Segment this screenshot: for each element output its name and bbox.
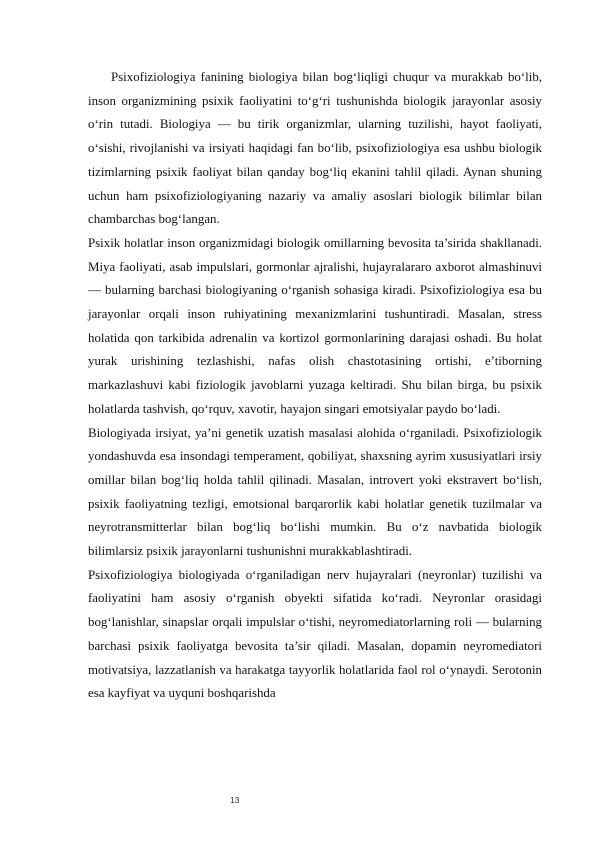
paragraph-3: Biologiyada irsiyat, ya’ni genetik uzatish masalasi alohida o‘rganiladi. Psixofiziologik yondashuvda esa insondagi temperament, qobiliyat, shaxsning ayrim xususiyatlari irsiy omillar bilan bog‘liq holda tahlil qilinadi. Masalan, introvert yoki ekstravert bo‘lish, psixik faoliyatning tezligi, emotsional barqarorlik kabi holatlar genetik tuzilmalar va neyrotransmitterlar bilan bog‘liq bo‘lishi mumkin. Bu o‘z navbatida biologik bilimlarsiz psixik jarayonlarni tushunishni murakkablashtiradi. — [88, 425, 542, 559]
paragraph-2: Psixik holatlar inson organizmidagi biologik omillarning bevosita ta’sirida shakllanadi. Miya faoliyati, asab impulslari, gormonlar ajralishi, hujayralararo axborot almashinuvi — bularning barchasi biologiyaning o‘rganish sohasiga kiradi. Psixofiziologiya esa bu jarayonlar orqali inson ruhiyatining mexanizmlarini tushuntiradi. Masalan, stress holatida qon tarkibida adrenalin va kortizol gormonlarining darajasi oshadi. Bu holat yurak urishining tezlashishi, nafas olish chastotasining ortishi, e’tiborning markazlashuvi kabi fiziologik javoblarni yuzaga keltiradi. Shu bilan birga, bu psixik holatlarda tashvish, qo‘rquv, xavotir, hayajon singari emotsiyalar paydo bo‘ladi. — [88, 235, 542, 416]
document-page — [88, 66, 542, 706]
page-number: 13 — [230, 795, 240, 805]
paragraph-4: Psixofiziologiya biologiyada o‘rganiladigan nerv hujayralari (neyronlar) tuzilishi va faoliyatini ham asosiy o‘rganish obyekti sifatida ko‘radi. Neyronlar orasidagi bog‘lanishlar, sinapslar orqali impulslar o‘tishi, neyromediatorlarning roli — bularning barchasi psixik faoliyatga bevosita ta’sir qiladi. Masalan, dopamin neyromediatori motivatsiya, lazzatlanish va harakatga tayyorlik holatlarida faol rol o‘ynaydi. Serotonin esa kayfiyat va uyquni boshqarishda — [88, 567, 542, 701]
paragraph-1: Psixofiziologiya fanining biologiya bilan bog‘liqligi chuqur va murakkab bo‘lib, inson organizmining psixik faoliyatini to‘g‘ri tushunishda biologik jarayonlar asosiy o‘rin tutadi. Biologiya — bu tirik organizmlar, ularning tuzilishi, hayot faoliyati, o‘sishi, rivojlanishi va irsiyati haqidagi fan bo‘lib, psixofiziologiya esa ushbu biologik tizimlarning psixik faoliyat bilan qanday bog‘liq ekanini tahlil qiladi. Aynan shuning uchun ham psixofiziologiyaning nazariy va amaliy asoslari biologik bilimlar bilan chambarchas bog‘langan. — [88, 70, 542, 227]
